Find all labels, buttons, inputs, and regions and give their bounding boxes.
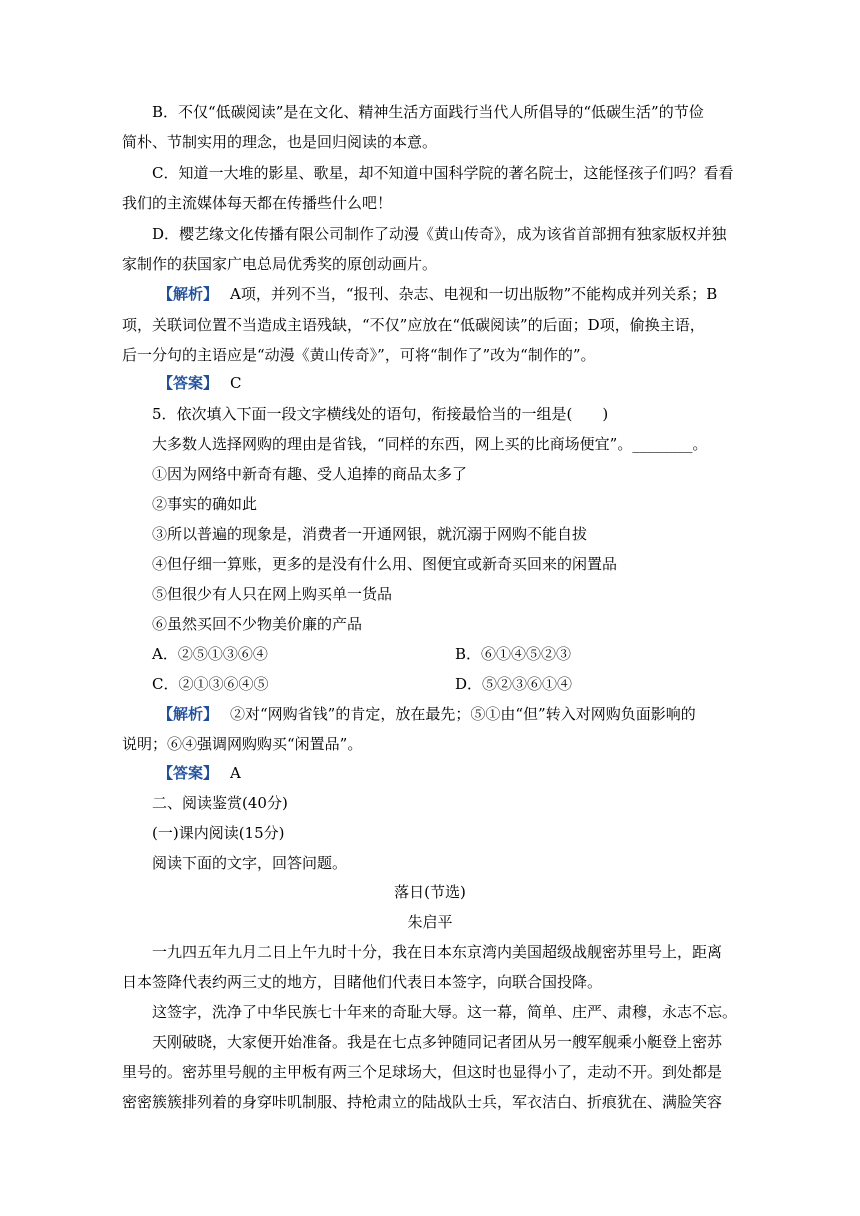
question-5: 5．依次填入下面一段文字横线处的语句，衔接最恰当的一组是( ) [152, 405, 609, 423]
sentence-3: ③所以普遍的现象是，消费者一开通网银，就沉溺于网购不能自拔 [152, 525, 588, 543]
option-b: B．⑥①④⑤②③ [455, 645, 572, 663]
passage-p1-line2: 日本签降代表约两三丈的地方，目睹他们代表日本签字，向联合国投降。 [122, 973, 603, 991]
analysis-2-line1 [158, 704, 696, 724]
passage-title: 落日(节选) [394, 883, 466, 901]
question-5-text: 大多数人选择网购的理由是省钱，“同样的东西，网上买的比商场便宜”。________。 [152, 435, 708, 453]
option-d-line2: 家制作的获国家广电总局优秀奖的原创动画片。 [122, 255, 438, 273]
subsection-heading: (一)课内阅读(15分) [152, 824, 285, 842]
instruction: 阅读下面的文字，回答问题。 [152, 854, 348, 872]
answer-tag: 【答案】 [158, 764, 219, 782]
analysis-tag: 【解析】 [158, 705, 219, 723]
passage-p1-line1: 一九四五年九月二日上午九时十分，我在日本东京湾内美国超级战舰密苏里号上，距离 [152, 943, 723, 961]
answer-value: A [230, 764, 241, 782]
analysis-2-line2: 说明；⑥④强调网购购买“闲置品”。 [122, 735, 363, 753]
answer-2 [158, 763, 241, 783]
passage-p3-line1: 天刚破晓，大家便开始准备。我是在七点多钟随同记者团从另一艘军舰乘小艇登上密苏 [152, 1033, 723, 1051]
passage-p2: 这签字，洗净了中华民族七十年来的奇耻大辱。这一幕，简单、庄严、肃穆，永志不忘。 [152, 1003, 738, 1021]
option-c: C．②①③⑥④⑤ [152, 675, 269, 693]
sentence-6: ⑥虽然买回不少物美价廉的产品 [152, 615, 363, 633]
option-b-line2: 简朴、节制实用的理念，也是回归阅读的本意。 [122, 133, 438, 151]
analysis-1-line2: 项，关联词位置不当造成主语残缺，“不仅”应放在“低碳阅读”的后面；D项，偷换主语， [122, 316, 705, 334]
passage-p3-line2: 里号的。密苏里号舰的主甲板有两三个足球场大，但这时也显得小了，走动不开。到处都是 [122, 1063, 723, 1081]
passage-p3-line3: 密密簇簇排列着的身穿咔叽制服、持枪肃立的陆战队士兵，军衣洁白、折痕犹在、满脸笑容 [122, 1093, 723, 1111]
analysis-text: A项，并列不当，“报刊、杂志、电视和一切出版物”不能构成并列关系；B [230, 285, 718, 303]
sentence-4: ④但仔细一算账，更多的是没有什么用、图便宜或新奇买回来的闲置品 [152, 555, 618, 573]
sentence-5: ⑤但很少有人只在网上购买单一货品 [152, 585, 393, 603]
option-c-line1: C．知道一大堆的影星、歌星，却不知道中国科学院的著名院士，这能怪孩子们吗？看看 [152, 164, 734, 182]
option-c-line2: 我们的主流媒体每天都在传播些什么吧！ [122, 194, 393, 212]
option-d: D．⑤②③⑥①④ [455, 675, 573, 693]
answer-tag: 【答案】 [158, 374, 219, 392]
passage-author: 朱启平 [407, 913, 453, 931]
option-b-line1: B．不仅“低碳阅读”是在文化、精神生活方面践行当代人所倡导的“低碳生活”的节俭 [152, 103, 704, 121]
option-d-line1: D．樱艺缘文化传播有限公司制作了动漫《黄山传奇》，成为该省首部拥有独家版权并独 [152, 225, 727, 243]
answer-value: C [230, 374, 242, 392]
analysis-text: ②对“网购省钱”的肯定，放在最先；⑤①由“但”转入对网购负面影响的 [230, 705, 696, 723]
analysis-tag: 【解析】 [158, 285, 219, 303]
section-heading: 二、阅读鉴赏(40分) [152, 794, 288, 812]
answer-1 [158, 373, 242, 393]
analysis-1-line1 [158, 284, 717, 304]
option-a: A．②⑤①③⑥④ [152, 645, 268, 663]
analysis-1-line3: 后一分句的主语应是“动漫《黄山传奇》”，可将“制作了”改为“制作的”。 [122, 346, 596, 364]
sentence-1: ①因为网络中新奇有趣、受人追捧的商品太多了 [152, 465, 468, 483]
sentence-2: ②事实的确如此 [152, 495, 258, 513]
